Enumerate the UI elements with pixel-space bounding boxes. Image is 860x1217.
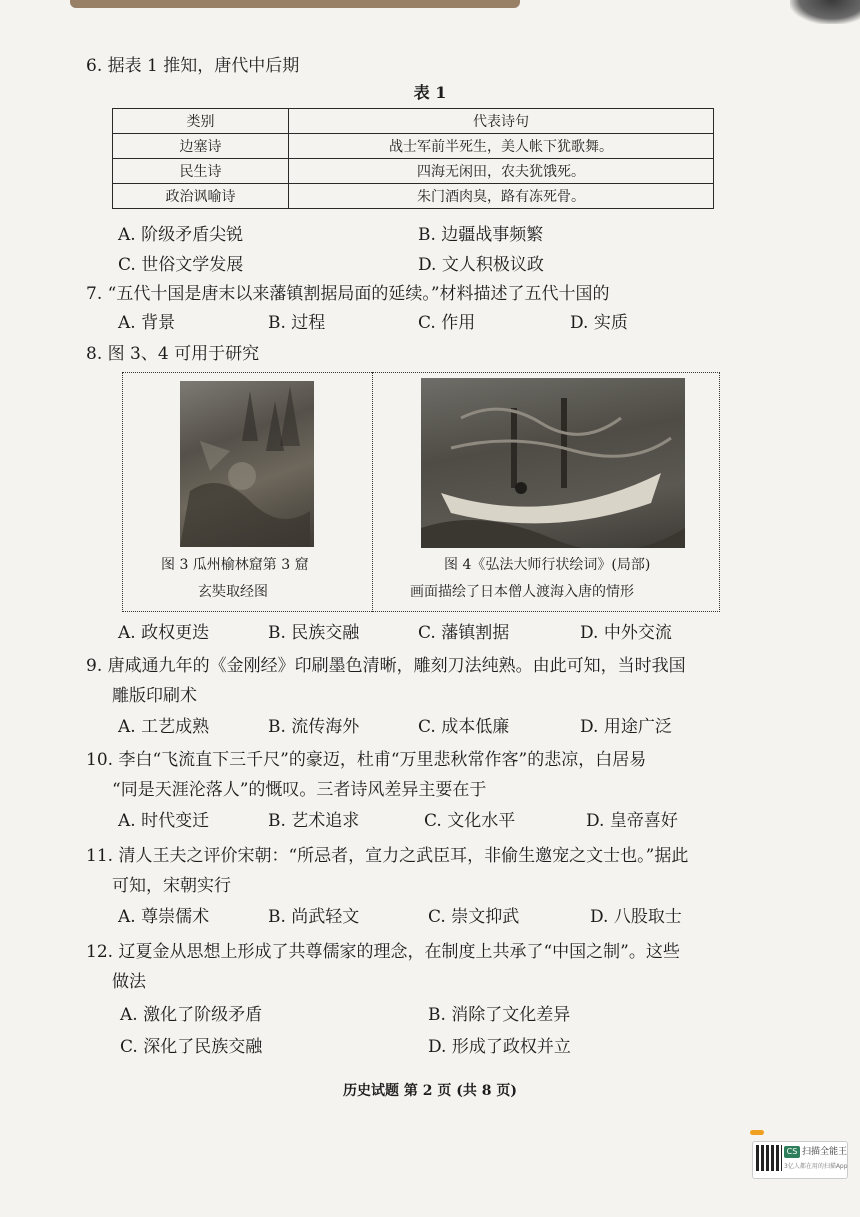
table-cell: 边塞诗 — [113, 134, 289, 159]
q10-stem-line1: 10. 李白“飞流直下三千尺”的豪迈，杜甫“万里悲秋常作客”的悲凉，白居易 — [86, 750, 647, 770]
q8-stem: 8. 图 3、4 可用于研究 — [86, 344, 260, 364]
q9-stem-line1: 9. 唐咸通九年的《金刚经》印刷墨色清晰，雕刻刀法纯熟。由此可知，当时我国 — [86, 656, 686, 676]
header-category: 类别 — [113, 109, 289, 134]
table-cell: 战士军前半死生，美人帐下犹歌舞。 — [289, 134, 714, 159]
q9-stem-line2: 雕版印刷术 — [112, 686, 197, 706]
q11-option-c[interactable]: C. 崇文抑武 — [428, 907, 520, 927]
table-cell: 政治讽喻诗 — [113, 184, 289, 209]
scanner-name: 扫描全能王 — [802, 1147, 848, 1157]
q7-option-c[interactable]: C. 作用 — [418, 313, 476, 333]
page-edge-strip — [70, 0, 520, 8]
figure-4-image — [421, 378, 685, 548]
q11-option-d[interactable]: D. 八股取士 — [590, 907, 682, 927]
q7-option-d[interactable]: D. 实质 — [570, 313, 628, 333]
table-row — [113, 134, 714, 159]
q10-option-c[interactable]: C. 文化水平 — [424, 811, 516, 831]
figure-3-image — [180, 381, 314, 547]
q10-stem-line2: “同是天涯沦落人”的慨叹。三者诗风差异主要在于 — [112, 780, 487, 800]
qr-code-icon — [756, 1145, 782, 1171]
q6-stem: 6. 据表 1 推知，唐代中后期 — [86, 56, 300, 76]
q12-option-c[interactable]: C. 深化了民族交融 — [120, 1037, 263, 1057]
figure-3-caption-line1: 图 3 瓜州榆林窟第 3 窟 — [161, 557, 309, 573]
table-row — [113, 184, 714, 209]
q10-option-b[interactable]: B. 艺术追求 — [268, 811, 360, 831]
q10-option-a[interactable]: A. 时代变迁 — [118, 811, 210, 831]
q9-option-c[interactable]: C. 成本低廉 — [418, 717, 510, 737]
orange-marker — [750, 1130, 764, 1135]
figure-4-caption-line1: 图 4《弘法大师行状绘词》(局部) — [444, 557, 651, 573]
table-1 — [112, 108, 714, 209]
q8-option-a[interactable]: A. 政权更迭 — [118, 623, 210, 643]
q6-option-d[interactable]: D. 文人积极议政 — [418, 255, 544, 275]
scanner-subtitle: 3亿人都在用的扫描App — [784, 1163, 848, 1170]
table-row — [113, 159, 714, 184]
q12-stem-line2: 做法 — [112, 972, 146, 992]
q11-stem-line2: 可知，宋朝实行 — [112, 876, 231, 896]
q6-option-b[interactable]: B. 边疆战事频繁 — [418, 225, 544, 245]
q8-option-d[interactable]: D. 中外交流 — [580, 623, 672, 643]
q6-option-c[interactable]: C. 世俗文学发展 — [118, 255, 244, 275]
table-cell: 四海无闲田，农夫犹饿死。 — [289, 159, 714, 184]
figure-4-caption-line2: 画面描绘了日本僧人渡海入唐的情形 — [410, 584, 634, 600]
table-cell: 朱门酒肉臭，路有冻死骨。 — [289, 184, 714, 209]
scanner-logo: CS — [784, 1146, 800, 1158]
figure-3-caption-line2: 玄奘取经图 — [198, 584, 268, 600]
q9-option-d[interactable]: D. 用途广泛 — [580, 717, 672, 737]
q9-option-b[interactable]: B. 流传海外 — [268, 717, 360, 737]
q9-option-a[interactable]: A. 工艺成熟 — [118, 717, 210, 737]
corner-shadow — [790, 0, 860, 24]
q11-option-b[interactable]: B. 尚武轻文 — [268, 907, 360, 927]
q7-option-b[interactable]: B. 过程 — [268, 313, 326, 333]
q7-option-a[interactable]: A. 背景 — [118, 313, 176, 333]
q8-option-b[interactable]: B. 民族交融 — [268, 623, 360, 643]
q11-stem-line1: 11. 清人王夫之评价宋朝：“所忌者，宣力之武臣耳，非偷生邀宠之文士也。”据此 — [86, 846, 689, 866]
table-cell: 民生诗 — [113, 159, 289, 184]
table-caption: 表 1 — [413, 83, 447, 102]
q8-option-c[interactable]: C. 藩镇割据 — [418, 623, 510, 643]
q10-option-d[interactable]: D. 皇帝喜好 — [586, 811, 678, 831]
q12-option-a[interactable]: A. 激化了阶级矛盾 — [120, 1005, 263, 1025]
q11-option-a[interactable]: A. 尊崇儒术 — [118, 907, 210, 927]
page-footer: 历史试题 第 2 页 (共 8 页) — [343, 1083, 517, 1099]
q12-option-d[interactable]: D. 形成了政权并立 — [428, 1037, 571, 1057]
q6-option-a[interactable]: A. 阶级矛盾尖锐 — [118, 225, 244, 245]
q12-stem-line1: 12. 辽夏金从思想上形成了共尊儒家的理念，在制度上共承了“中国之制”。这些 — [86, 942, 680, 962]
header-poem: 代表诗句 — [289, 109, 714, 134]
q7-stem: 7. “五代十国是唐末以来藩镇割据局面的延续。”材料描述了五代十国的 — [86, 284, 610, 304]
table-header-row — [113, 109, 714, 134]
figure-divider — [372, 372, 373, 612]
q12-option-b[interactable]: B. 消除了文化差异 — [428, 1005, 571, 1025]
